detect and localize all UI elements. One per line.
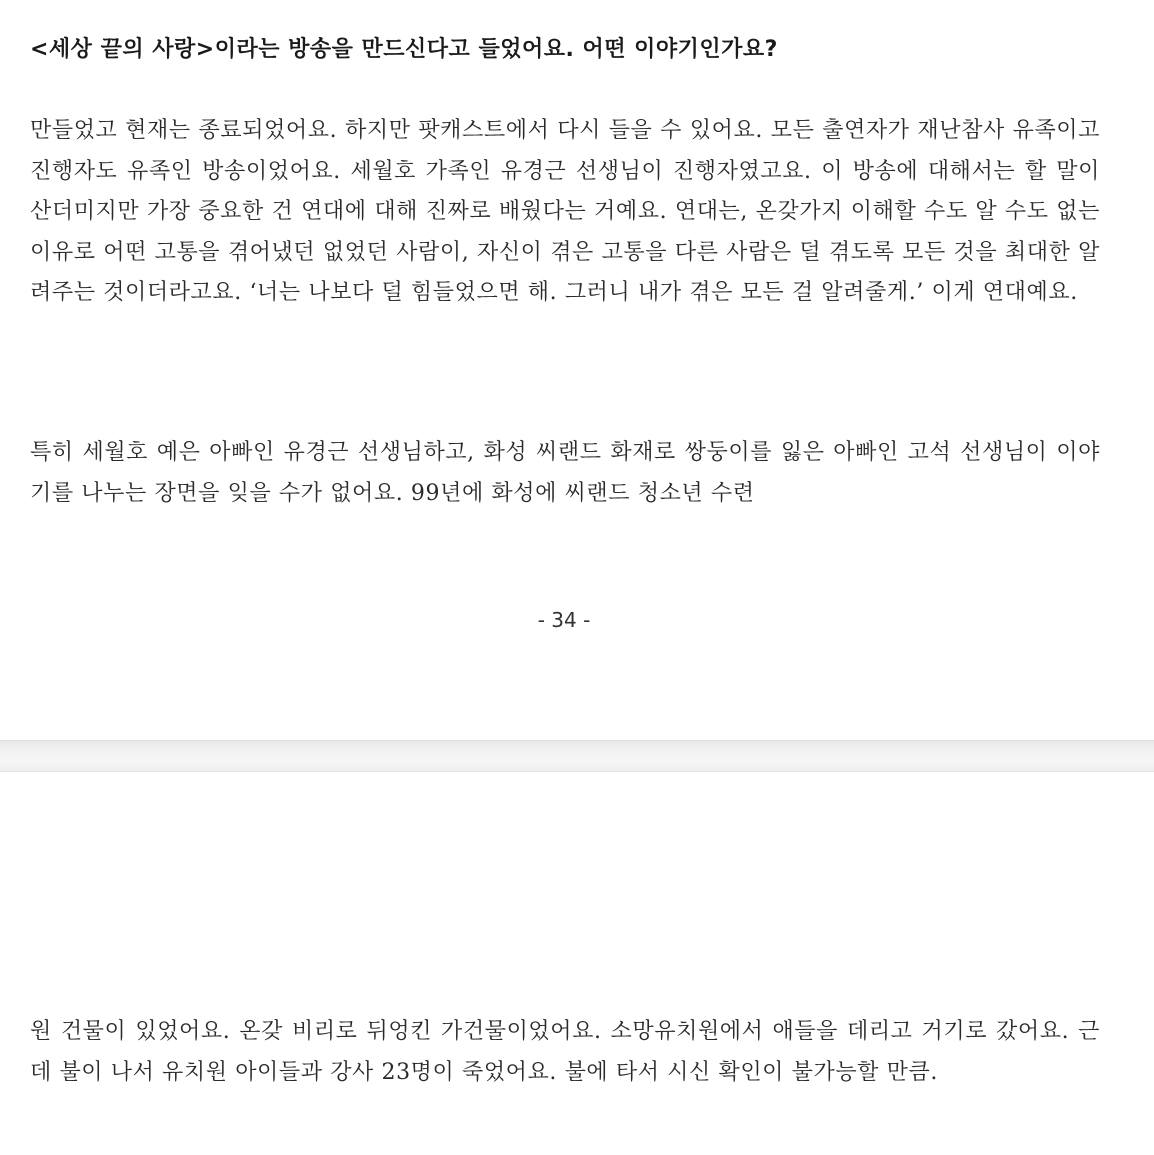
document-page-bottom <box>0 772 1154 1155</box>
interview-question: <세상 끝의 사랑>이라는 방송을 만드신다고 들었어요. 어떤 이야기인가요? <box>30 37 778 62</box>
answer-paragraph-1: 만들었고 현재는 종료되었어요. 하지만 팟캐스트에서 다시 들을 수 있어요. 모든 출연자가 재난참사 유족이고 진행자도 유족인 방송이었어요. 세월호 가족인 유경근 선생님이 진행자였고요. 이 방송에 대해서는 할 말이 산더미지만 가장 중요한 건 연대에 대해 진짜로 배웠다는 거예요. 연대는, 온갖가지 이해할 수도 알 수도 없는 이유로 어떤 고통을 겪어냈던 없었던 사람이, 자신이 겪은 고통을 다른 사람은 덜 겪도록 모든 것을 최대한 알려주는 것이더라고요. ‘너는 나보다 덜 힘들었으면 해. 그러니 내가 겪은 모든 걸 알려줄게.’ 이게 연대예요. <box>30 118 1100 306</box>
answer-paragraph-2: 특히 세월호 예은 아빠인 유경근 선생님하고, 화성 씨랜드 화재로 쌍둥이를 잃은 아빠인 고석 선생님이 이야기를 나누는 장면을 잊을 수가 없어요. 99년에 화성에 씨랜드 청소년 수련 <box>30 440 1100 506</box>
page-number: - 34 - <box>537 608 591 632</box>
answer-paragraph-3: 원 건물이 있었어요. 온갖 비리로 뒤엉킨 가건물이었어요. 소망유치원에서 애들을 데리고 거기로 갔어요. 근데 불이 나서 유치원 아이들과 강사 23명이 죽었어요. 불에 타서 시신 확인이 불가능할 만큼. <box>30 1019 1100 1085</box>
page-separator <box>0 740 1154 772</box>
